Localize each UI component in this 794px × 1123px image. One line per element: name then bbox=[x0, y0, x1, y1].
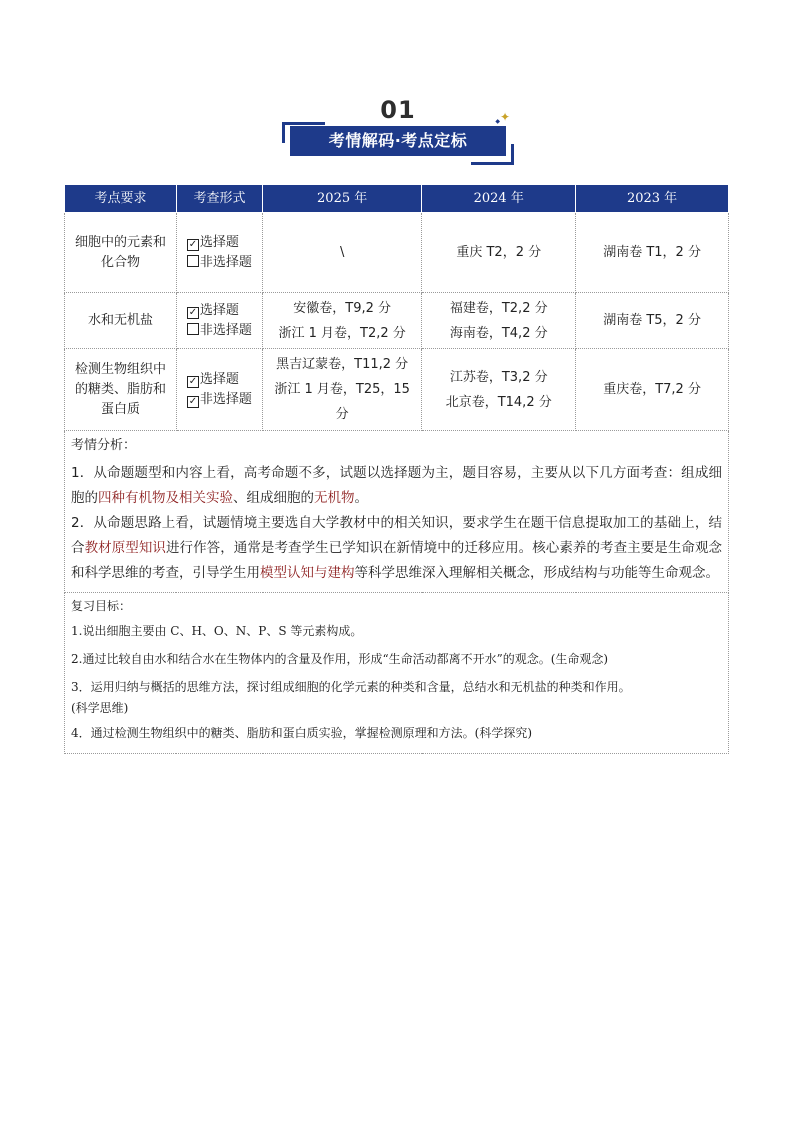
option-non-choice: 非选择题 bbox=[187, 253, 258, 273]
header-form: 考查形式 bbox=[176, 185, 262, 213]
checkbox-empty-icon bbox=[187, 255, 199, 267]
form-cell bbox=[176, 213, 262, 293]
review-item-continuation: (科学思维) bbox=[71, 701, 129, 715]
form-cell bbox=[176, 293, 262, 349]
header-2025: 2025 年 bbox=[263, 185, 422, 213]
option-non-choice: 非选择题 bbox=[187, 321, 258, 341]
header-topic: 考点要求 bbox=[65, 185, 177, 213]
checkbox-checked-icon: ✓ bbox=[188, 306, 198, 318]
analysis-row bbox=[65, 431, 729, 593]
table-header-row bbox=[65, 185, 729, 213]
form-cell bbox=[176, 349, 262, 431]
cell-2024: 重庆 T2，2 分 bbox=[422, 213, 576, 293]
checkbox-empty-icon bbox=[187, 323, 199, 335]
review-title: 复习目标： bbox=[71, 599, 132, 613]
analysis-paragraph-1: 1．从命题题型和内容上看，高考命题不多，试题以选择题为主，题目容易，主要从以下几方面考查：组成细胞的四种有机物及相关实验、组成细胞的无机物。 bbox=[71, 465, 722, 506]
cell-2023: 重庆卷，T7,2 分 bbox=[576, 349, 729, 431]
review-item: 4．通过检测生物组织中的糖类、脂肪和蛋白质实验，掌握检测原理和方法。(科学探究) bbox=[71, 726, 533, 740]
checkbox-checked-icon: ✓ bbox=[188, 238, 198, 250]
table-row bbox=[65, 293, 729, 349]
review-row bbox=[65, 593, 729, 754]
header-2024: 2024 年 bbox=[422, 185, 576, 213]
cell-2025: 黑吉辽蒙卷，T11,2 分 浙江 1 月卷，T25，15 分 bbox=[263, 349, 422, 431]
option-non-choice: ✓ 非选择题 bbox=[188, 391, 252, 407]
option-choice: ✓ 选择题 bbox=[188, 371, 239, 387]
section-title: 考情解码·考点定标 bbox=[290, 126, 506, 156]
checkbox-checked-icon: ✓ bbox=[188, 395, 198, 407]
analysis-paragraph-2: 2．从命题思路上看，试题情境主要选自大学教材中的相关知识，要求学生在题干信息提取加工的基础上，结合教材原型知识进行作答，通常是考查学生已学知识在新情境中的迁移应用。核心素养的考查主要是生命观念和科学思维的考查，引导学生用模型认知与建构等科学思维深入理解相关概念，形成结构与功能等生命观念。 bbox=[71, 515, 723, 581]
header-2023: 2023 年 bbox=[576, 185, 729, 213]
checkbox-checked-icon: ✓ bbox=[188, 375, 198, 387]
cell-2024: 福建卷，T2,2 分 海南卷，T4,2 分 bbox=[422, 293, 576, 349]
section-number: 01 bbox=[380, 96, 416, 124]
sparkle-small-icon: ◆ bbox=[495, 118, 500, 125]
analysis-cell bbox=[65, 431, 729, 593]
table-row bbox=[65, 349, 729, 431]
cell-2023: 湖南卷 T5，2 分 bbox=[576, 293, 729, 349]
exam-analysis-table bbox=[64, 184, 729, 754]
table-row bbox=[65, 213, 729, 293]
review-cell bbox=[65, 593, 729, 754]
sparkle-icon: ✦ bbox=[499, 110, 510, 124]
cell-2025: \ bbox=[263, 213, 422, 293]
cell-2023: 湖南卷 T1，2 分 bbox=[576, 213, 729, 293]
topic-cell: 水和无机盐 bbox=[65, 293, 177, 349]
review-item: 3．运用归纳与概括的思维方法，探讨组成细胞的化学元素的种类和含量，总结水和无机盐的种类和作用。 bbox=[71, 680, 631, 694]
cell-2025: 安徽卷，T9,2 分 浙江 1 月卷，T2,2 分 bbox=[263, 293, 422, 349]
review-item: 1.说出细胞主要由 C、H、O、N、P、S 等元素构成。 bbox=[71, 624, 363, 638]
review-item: 2.通过比较自由水和结合水在生物体内的含量及作用，形成“生命活动都离不开水”的观念。(生命观念) bbox=[71, 652, 609, 666]
analysis-title: 考情分析： bbox=[71, 438, 137, 453]
option-choice: ✓ 选择题 bbox=[188, 234, 239, 250]
section-banner bbox=[282, 96, 514, 166]
topic-cell: 检测生物组织中的糖类、脂肪和蛋白质 bbox=[65, 349, 177, 431]
option-choice: ✓ 选择题 bbox=[188, 302, 239, 318]
topic-cell: 细胞中的元素和化合物 bbox=[65, 213, 177, 293]
cell-2024: 江苏卷，T3,2 分 北京卷，T14,2 分 bbox=[422, 349, 576, 431]
